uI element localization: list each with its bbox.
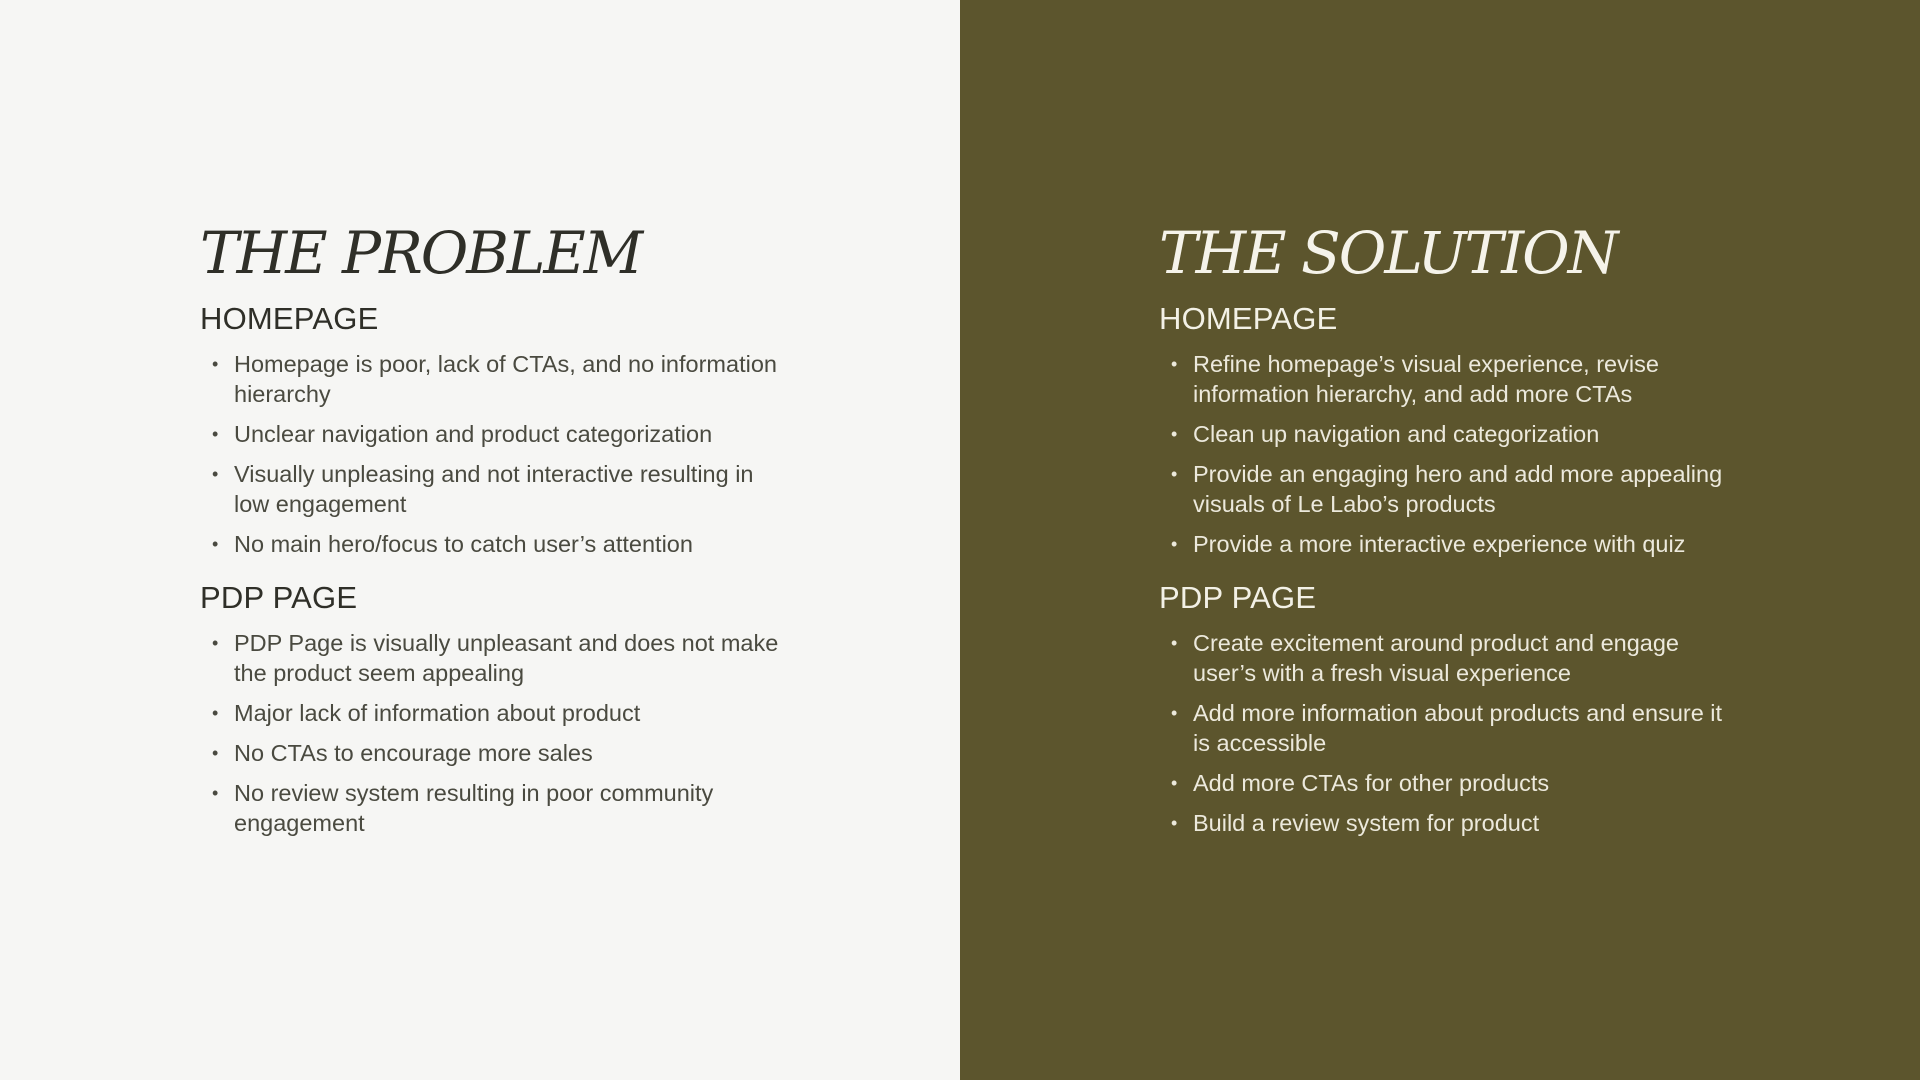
list-item: • Homepage is poor, lack of CTAs, and no information hierarchy [200, 349, 780, 409]
list-item: • Create excitement around product and engage user’s with a fresh visual experience [1159, 628, 1739, 688]
problem-pdp-list [200, 628, 780, 838]
list-item: • Clean up navigation and categorization [1159, 419, 1739, 449]
list-item: • PDP Page is visually unpleasant and does not make the product seem appealing [200, 628, 780, 688]
list-item: • No CTAs to encourage more sales [200, 738, 780, 768]
problem-title: THE PROBLEM [200, 219, 642, 287]
list-item: • Major lack of information about product [200, 698, 780, 728]
list-item: • Provide a more interactive experience with quiz [1159, 529, 1739, 559]
problem-homepage-list [200, 349, 780, 559]
solution-title: THE SOLUTION [1159, 219, 1617, 287]
problem-content [200, 219, 780, 858]
solution-pdp-list [1159, 628, 1739, 838]
list-item: • Provide an engaging hero and add more appealing visuals of Le Labo’s products [1159, 459, 1739, 519]
list-item: • No review system resulting in poor community engagement [200, 778, 780, 838]
solution-homepage-heading: HOMEPAGE [1159, 300, 1338, 336]
problem-homepage-heading: HOMEPAGE [200, 300, 379, 336]
solution-homepage-list [1159, 349, 1739, 559]
list-item: • No main hero/focus to catch user’s attention [200, 529, 780, 559]
list-item: • Refine homepage’s visual experience, revise information hierarchy, and add more CTAs [1159, 349, 1739, 409]
solution-panel [960, 0, 1920, 1080]
list-item: • Build a review system for product [1159, 808, 1739, 838]
problem-pdp-heading: PDP PAGE [200, 579, 358, 615]
list-item: • Add more CTAs for other products [1159, 768, 1739, 798]
list-item: • Unclear navigation and product categorization [200, 419, 780, 449]
solution-content [1159, 219, 1739, 858]
list-item: • Add more information about products and ensure it is accessible [1159, 698, 1739, 758]
solution-pdp-heading: PDP PAGE [1159, 579, 1317, 615]
list-item: • Visually unpleasing and not interactive resulting in low engagement [200, 459, 780, 519]
